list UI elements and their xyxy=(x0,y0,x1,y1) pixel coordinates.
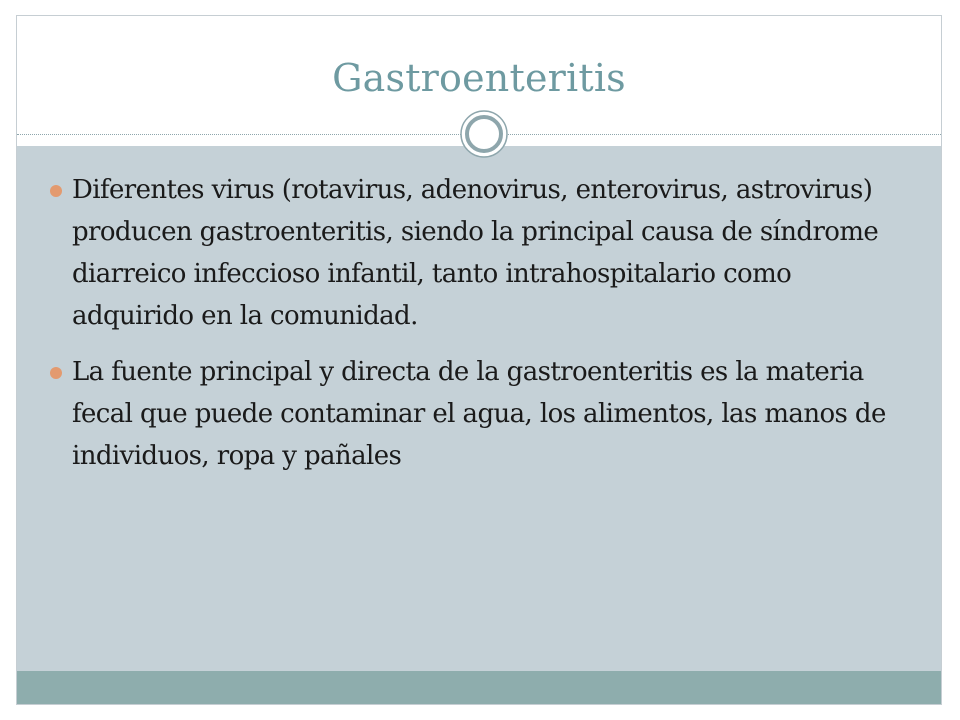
bullet-icon xyxy=(50,185,62,197)
bullet-text: Diferentes virus (rotavirus, adenovirus, enterovirus, astrovirus) producen gastroenteritis, siendo la principal causa de síndrome diarreico infeccioso infantil, tanto intrahospitalario como adquirido en la comunidad. xyxy=(72,175,879,331)
bullet-text: La fuente principal y directa de la gastroenteritis es la materia fecal que puede contaminar el agua, los alimentos, las manos de individuos, ropa y pañales xyxy=(72,357,886,471)
bullet-list xyxy=(48,169,918,491)
list-item xyxy=(48,169,918,337)
slide-title: Gastroenteritis xyxy=(332,56,626,100)
list-item xyxy=(48,351,918,477)
concentric-circle-icon xyxy=(459,109,509,159)
footer-bar xyxy=(17,671,941,705)
bullet-icon xyxy=(50,367,62,379)
slide-frame xyxy=(16,15,942,705)
